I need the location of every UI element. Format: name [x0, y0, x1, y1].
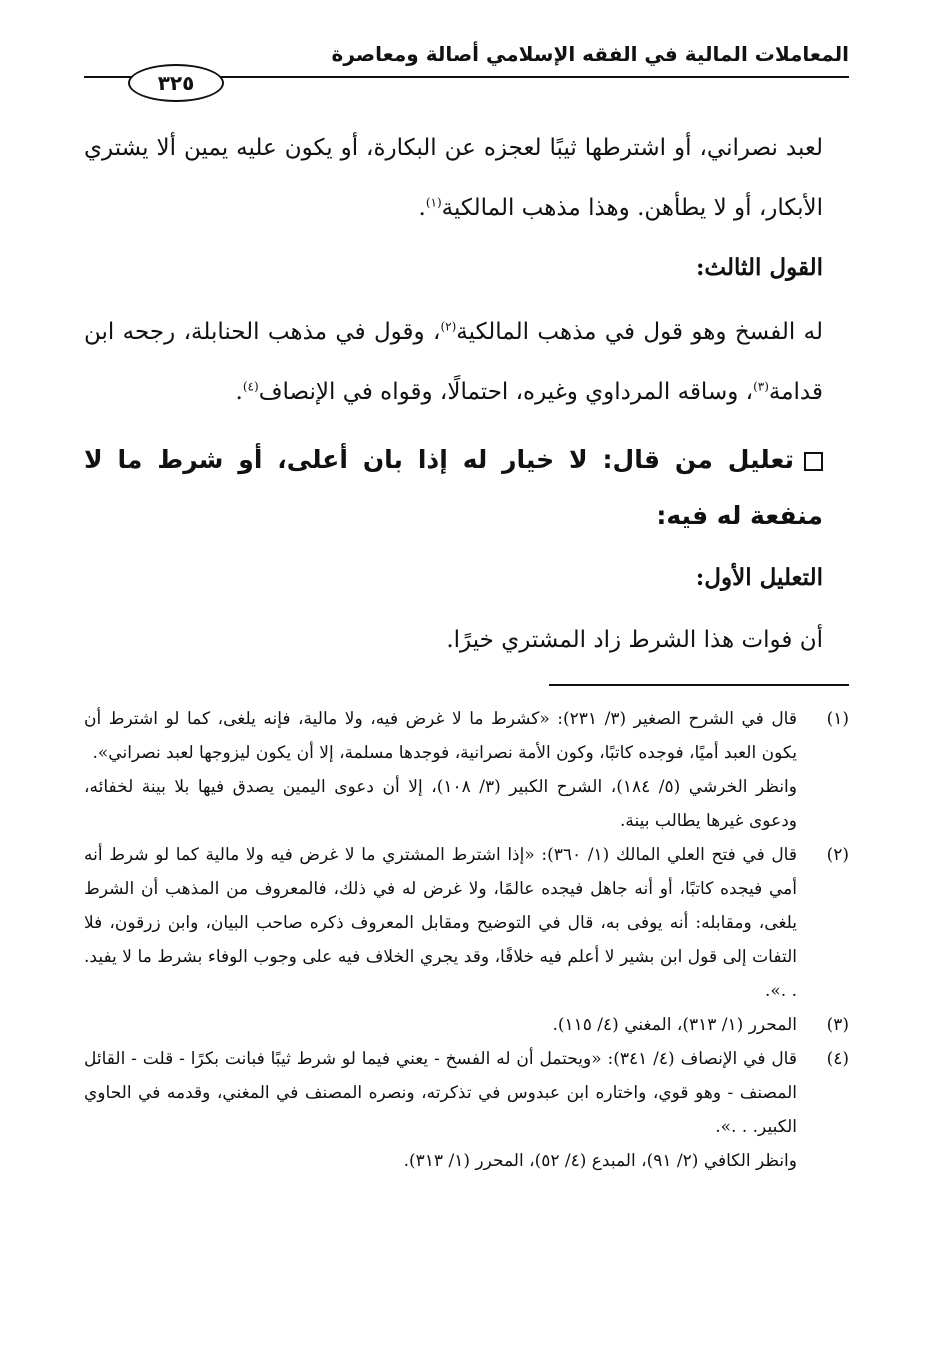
paragraph-2-text-a: له الفسخ وهو قول في مذهب المالكية [456, 319, 823, 345]
footnote-number: (٤) [826, 1049, 849, 1069]
footnote-1 [84, 702, 849, 770]
page-number: ٣٢٥ [128, 64, 224, 102]
paragraph-1 [84, 118, 823, 238]
footnote-text: المحرر (١/ ٣١٣)، المغني (٤/ ١١٥). [552, 1015, 797, 1035]
footnote-4-continuation: وانظر الكافي (٢/ ٩١)، المبدع (٤/ ٥٢)، المحرر (١/ ٣١٣). [403, 1151, 797, 1171]
footnote-4 [84, 1042, 849, 1144]
heading-third-opinion [84, 238, 823, 298]
footnote-2 [84, 838, 849, 1008]
heading-first-reason-text: التعليل الأول: [695, 564, 823, 591]
paragraph-2 [84, 302, 823, 422]
square-bullet-icon [804, 452, 823, 471]
footnote-ref-1: (١) [425, 195, 442, 210]
paragraph-2-end: . [235, 379, 243, 405]
paragraph-2-text-c: ، وساقه المرداوي وغيره، احتمالًا، وقواه في الإنصاف [258, 379, 754, 405]
footnote-ref-2: (٢) [440, 319, 457, 334]
footnote-text: قال في الشرح الصغير (٣/ ٢٣١): «كشرط ما لا غرض فيه، ولا مالية، فإنه يلغى، كما لو اشترط أن يكون العبد أميًا، فوجده كاتبًا، وكون الأمة نصرانية، فوجدها مسلمة، إلا أن يكون ليزوجها لعبد نصراني». [84, 709, 797, 763]
section-heading-text: تعليل من قال: لا خيار له إذا بان أعلى، أو شرط ما لا منفعة له فيه: [84, 445, 823, 530]
section-heading [84, 432, 823, 544]
footnote-number: (٢) [826, 845, 849, 865]
paragraph-2-text-b: ، وقول في مذهب الحنابلة، رجحه ابن قدامة [84, 319, 823, 405]
paragraph-3-text: أن فوات هذا الشرط زاد المشتري خيرًا. [446, 627, 823, 653]
footnote-text: قال في الإنصاف (٤/ ٣٤١): «ويحتمل أن له الفسخ - يعني فيما لو شرط ثيبًا فبانت بكرًا - قلت - القائل المصنف - وهو قوي، واختاره ابن عبدوس في تذكرته، ونصره المصنف في المغني، وقدمه في الحاوي الكبير. . .». [84, 1049, 797, 1137]
paragraph-1-end: . [418, 195, 426, 221]
footnote-1-continuation: وانظر الخرشي (٥/ ١٨٤)، الشرح الكبير (٣/ ١٠٨)، إلا أن دعوى اليمين يصدق فيها بلا بينة لخفائه، ودعوى غيرها يطالب بينة. [84, 777, 797, 831]
heading-third-text: القول الثالث: [695, 254, 823, 281]
paragraph-3 [84, 610, 823, 670]
footnote-text: قال في فتح العلي المالك (١/ ٣٦٠): «إذا اشترط المشتري ما لا غرض فيه ولا مالية كما لو شرط أنه أمي فيجده كاتبًا، أو أنه جاهل فيجده عالمًا، ولا غرض له في ذلك، فالمعروف من المذهب أن الشرط يلغى، ومقابله: أنه يوفى به، قال في التوضيح ومقابل المعروف ذكره صاحب البيان، وابن زرقون، فلا التفات إلى قول ابن بشير لا أعلم فيه خلافًا، وقد يجري الخلاف فيه على وجوب الوفاء بشرط ما لا يفيد. . .». [84, 845, 797, 1001]
running-title: المعاملات المالية في الفقه الإسلامي أصالة ومعاصرة [331, 42, 849, 66]
footnote-ref-4: (٤) [242, 379, 259, 394]
heading-first-reason [84, 548, 823, 608]
footnote-3 [84, 1008, 849, 1042]
footnote-separator [549, 684, 849, 686]
footnotes [84, 702, 849, 1178]
footnote-number: (٣) [826, 1015, 849, 1035]
footnote-ref-3: (٣) [753, 379, 769, 394]
footnote-number: (١) [826, 709, 849, 729]
paragraph-1-text: لعبد نصراني، أو اشترطها ثيبًا لعجزه عن البكارة، أو يكون عليه يمين ألا يشتري الأبكار، أو لا يطأهن. وهذا مذهب المالكية [84, 135, 823, 221]
